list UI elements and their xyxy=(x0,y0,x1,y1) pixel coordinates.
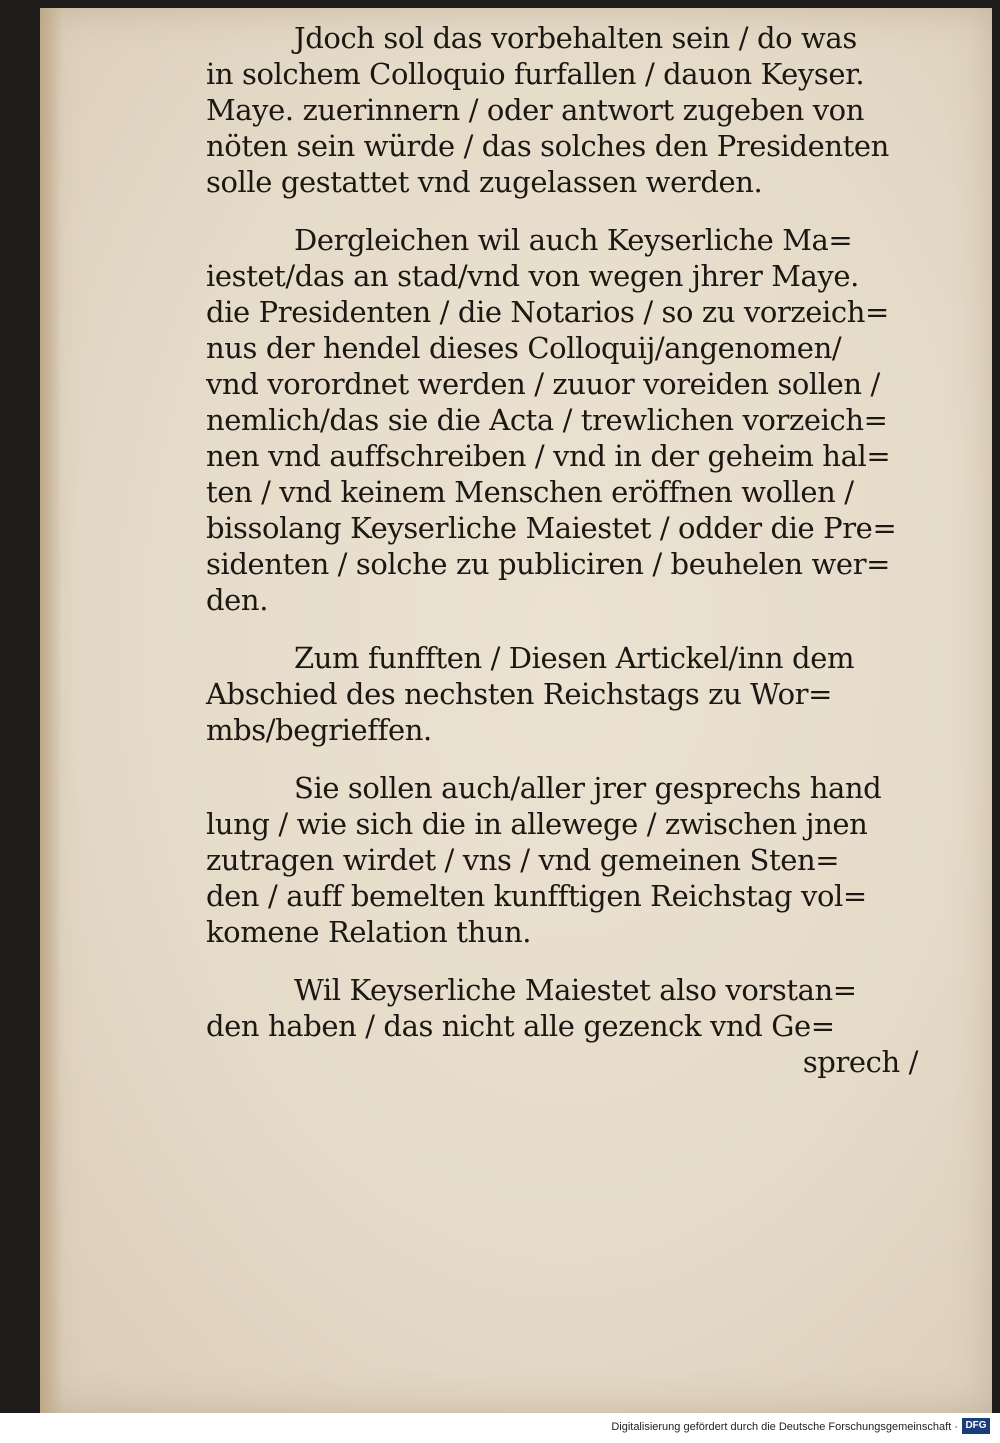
text-line: bissolang Keyserliche Maiestet / odder die Pre= xyxy=(206,511,897,545)
text-line: lung / wie sich die in allewege / zwischen jnen xyxy=(206,807,868,841)
dfg-logo: DFG xyxy=(962,1418,990,1434)
text-line: den. xyxy=(206,583,269,617)
text-line: iestet/das an stad/vnd von wegen jhrer Maye. xyxy=(206,259,859,293)
text-line: sidenten / solche zu publiciren / beuhelen wer= xyxy=(206,547,891,581)
text-line: Maye. zuerinnern / oder antwort zugeben von xyxy=(206,93,865,127)
text-line: Jdoch sol das vorbehalten sein / do was xyxy=(294,21,857,55)
text-line: vnd vorordnet werden / zuuor voreiden sollen / xyxy=(206,367,880,401)
text-line: den haben / das nicht alle gezenck vnd Ge= xyxy=(206,1009,835,1043)
text-line: den / auff bemelten kunfftigen Reichstag vol= xyxy=(206,879,867,913)
funding-credit: Digitalisierung gefördert durch die Deutsche Forschungsgemeinschaft · xyxy=(611,1421,958,1433)
text-line: Wil Keyserliche Maiestet also vorstan= xyxy=(294,973,857,1007)
text-line: in solchem Colloquio furfallen / dauon Keyser. xyxy=(206,57,865,91)
text-line: solle gestattet vnd zugelassen werden. xyxy=(206,165,763,199)
text-line: Zum funfften / Diesen Artickel/inn dem xyxy=(294,641,855,675)
catchword: sprech / xyxy=(802,1045,918,1079)
page-text xyxy=(206,20,918,1080)
text-line: nen vnd auffschreiben / vnd in der geheim hal= xyxy=(206,439,891,473)
text-line: mbs/begrieffen. xyxy=(206,713,432,747)
page-edge-stain xyxy=(40,8,62,1413)
text-line: nöten sein würde / das solches den Presidenten xyxy=(206,129,889,163)
text-line: nus der hendel dieses Colloquij/angenomen/ xyxy=(206,331,842,365)
text-line: zutragen wirdet / vns / vnd gemeinen Sten= xyxy=(206,843,840,877)
text-line: Dergleichen wil auch Keyserliche Ma= xyxy=(294,223,853,257)
text-line: Sie sollen auch/aller jrer gesprechs hand xyxy=(294,771,882,805)
text-line: nemlich/das sie die Acta / trewlichen vorzeich= xyxy=(206,403,888,437)
text-line: die Presidenten / die Notarios / so zu vorzeich= xyxy=(206,295,889,329)
text-line: Abschied des nechsten Reichstags zu Wor= xyxy=(206,677,833,711)
text-line: komene Relation thun. xyxy=(206,915,532,949)
text-line: ten / vnd keinem Menschen eröffnen wollen / xyxy=(206,475,854,509)
